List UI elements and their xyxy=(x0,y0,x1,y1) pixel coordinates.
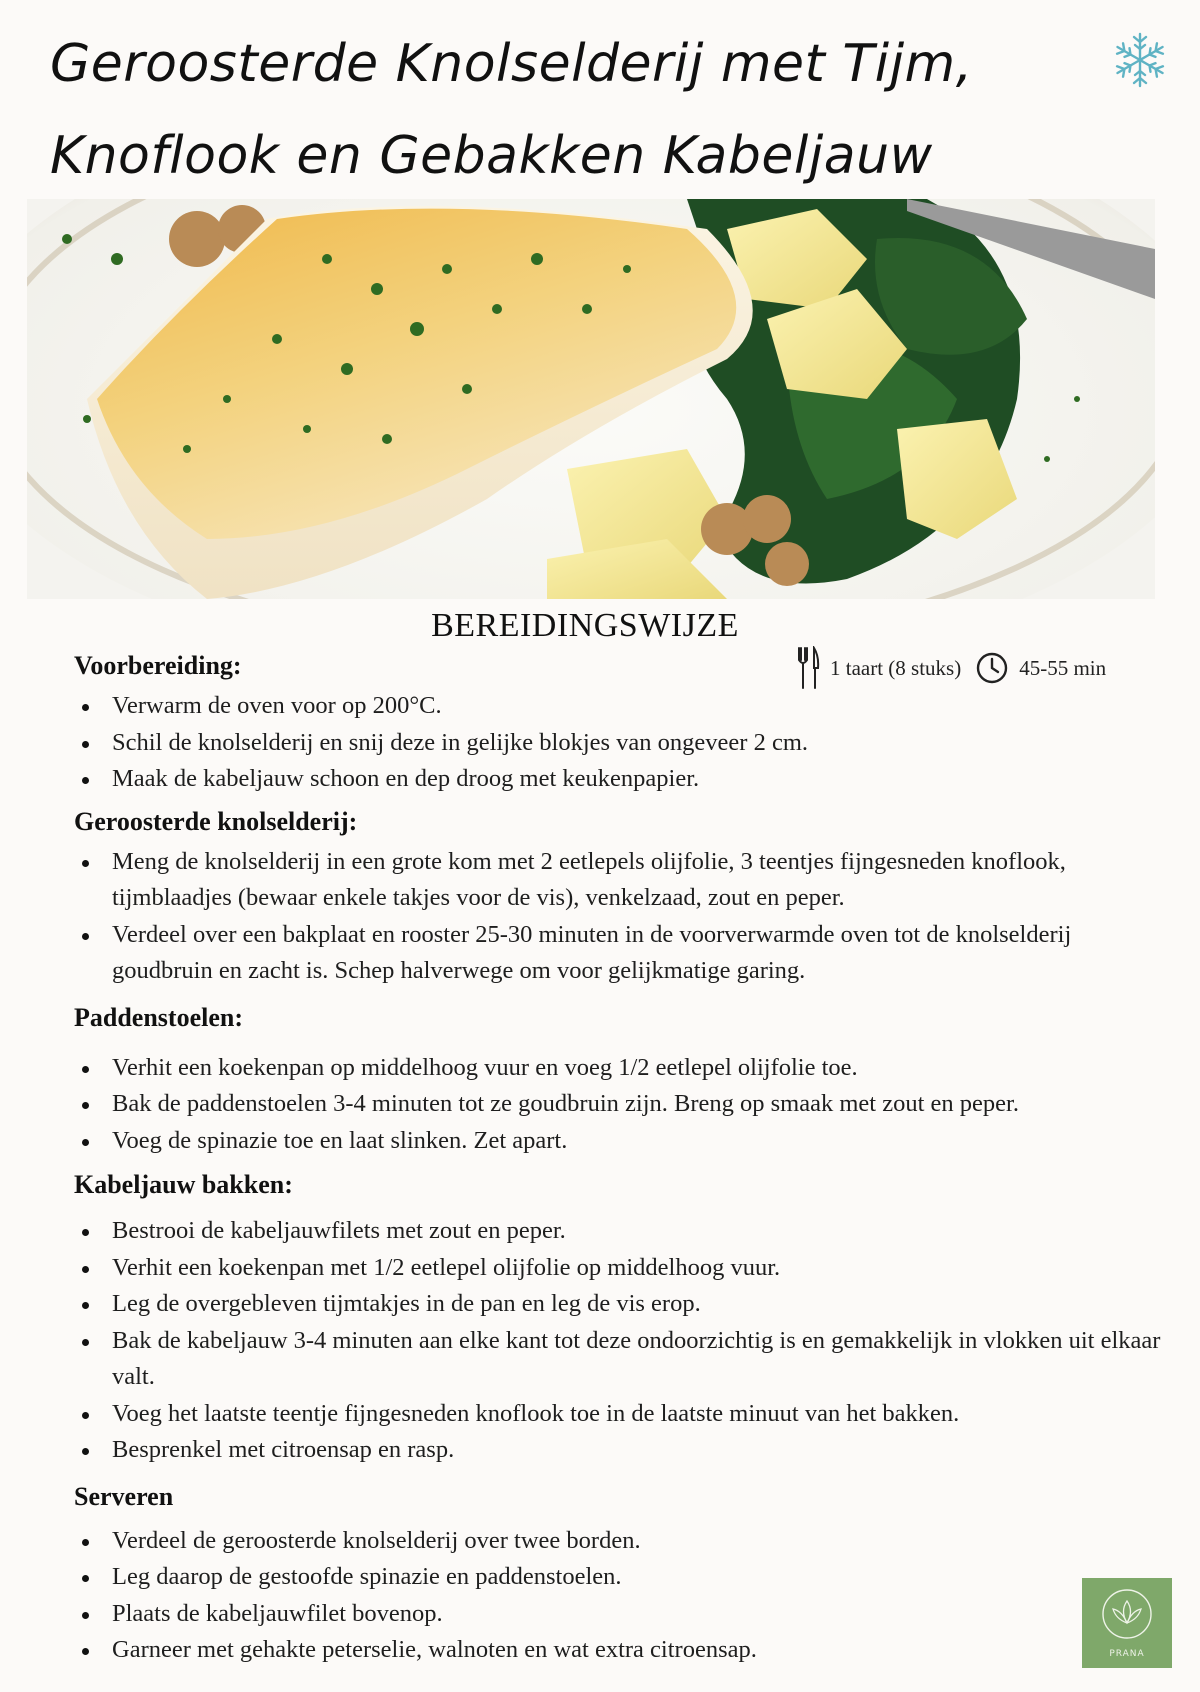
snowflake-icon xyxy=(1110,30,1170,90)
list-item: Voeg het laatste teentje fijngesneden knoflook toe in de laatste minuut van het bakken. xyxy=(112,1396,1174,1433)
brand-logo xyxy=(1082,1578,1172,1668)
list-item: Voeg de spinazie toe en laat slinken. Zet apart. xyxy=(112,1123,1174,1160)
recipe-title: Geroosterde Knolselderij met Tijm, Knoflook en Gebakken Kabeljauw xyxy=(50,34,973,186)
list-voorbereiding xyxy=(74,688,1174,798)
list-item: Leg de overgebleven tijmtakjes in de pan en leg de vis erop. xyxy=(112,1286,1174,1323)
section-title-paddenstoelen: Paddenstoelen: xyxy=(74,1002,243,1032)
list-item: Garneer met gehakte peterselie, walnoten en wat extra citroensap. xyxy=(112,1632,1174,1669)
section-title-knolselderij: Geroosterde knolselderij: xyxy=(74,806,358,836)
instructions xyxy=(74,638,1174,1669)
time-text: 45-55 min xyxy=(1019,655,1107,680)
list-item: Verhit een koekenpan op middelhoog vuur en voeg 1/2 eetlepel olijfolie toe. xyxy=(112,1050,1174,1087)
list-item: Meng de knolselderij in een grote kom met 2 eetlepels olijfolie, 3 teentjes fijngesneden knoflook, tijmblaadjes (bewaar enkele takjes voor de vis), venkelzaad, zout en peper. xyxy=(112,844,1174,917)
list-item: Schil de knolselderij en snij deze in gelijke blokjes van ongeveer 2 cm. xyxy=(112,725,1174,762)
section-title-kabeljauw: Kabeljauw bakken: xyxy=(74,1170,293,1199)
logo-text: PRANA xyxy=(1109,1649,1145,1659)
section-heading: BEREIDINGSWIJZE xyxy=(431,607,739,644)
list-item: Besprenkel met citroensap en rasp. xyxy=(112,1432,1174,1469)
dish-photo xyxy=(27,199,1155,599)
list-kabeljauw xyxy=(74,1213,1174,1469)
lotus-icon xyxy=(1100,1587,1154,1645)
list-paddenstoelen xyxy=(74,1050,1174,1160)
list-item: Bak de paddenstoelen 3-4 minuten tot ze goudbruin zijn. Breng op smaak met zout en peper. xyxy=(112,1086,1174,1123)
list-item: Bak de kabeljauw 3-4 minuten aan elke kant tot deze ondoorzichtig is en gemakkelijk in vlokken uit elkaar valt. xyxy=(112,1323,1174,1396)
list-knolselderij xyxy=(74,844,1174,990)
list-item: Verdeel over een bakplaat en rooster 25-30 minuten in de voorverwarmde oven tot de knolselderij goudbruin en zacht is. Schep halverwege om voor gelijkmatige garing. xyxy=(112,917,1174,990)
list-item: Leg daarop de gestoofde spinazie en paddenstoelen. xyxy=(112,1559,1174,1596)
list-serveren xyxy=(74,1523,1174,1669)
list-item: Verwarm de oven voor op 200°C. xyxy=(112,688,1174,725)
list-item: Verdeel de geroosterde knolselderij over twee borden. xyxy=(112,1523,1174,1560)
section-title-serveren: Serveren xyxy=(74,1481,174,1511)
list-item: Bestrooi de kabeljauwfilets met zout en peper. xyxy=(112,1213,1174,1250)
servings-text: 1 taart (8 stuks) xyxy=(830,655,962,680)
list-item: Verhit een koekenpan met 1/2 eetlepel olijfolie op middelhoog vuur. xyxy=(112,1250,1174,1287)
list-item: Plaats de kabeljauwfilet bovenop. xyxy=(112,1596,1174,1633)
list-item: Maak de kabeljauw schoon en dep droog met keukenpapier. xyxy=(112,761,1174,798)
section-title-voorbereiding: Voorbereiding: xyxy=(74,651,242,680)
